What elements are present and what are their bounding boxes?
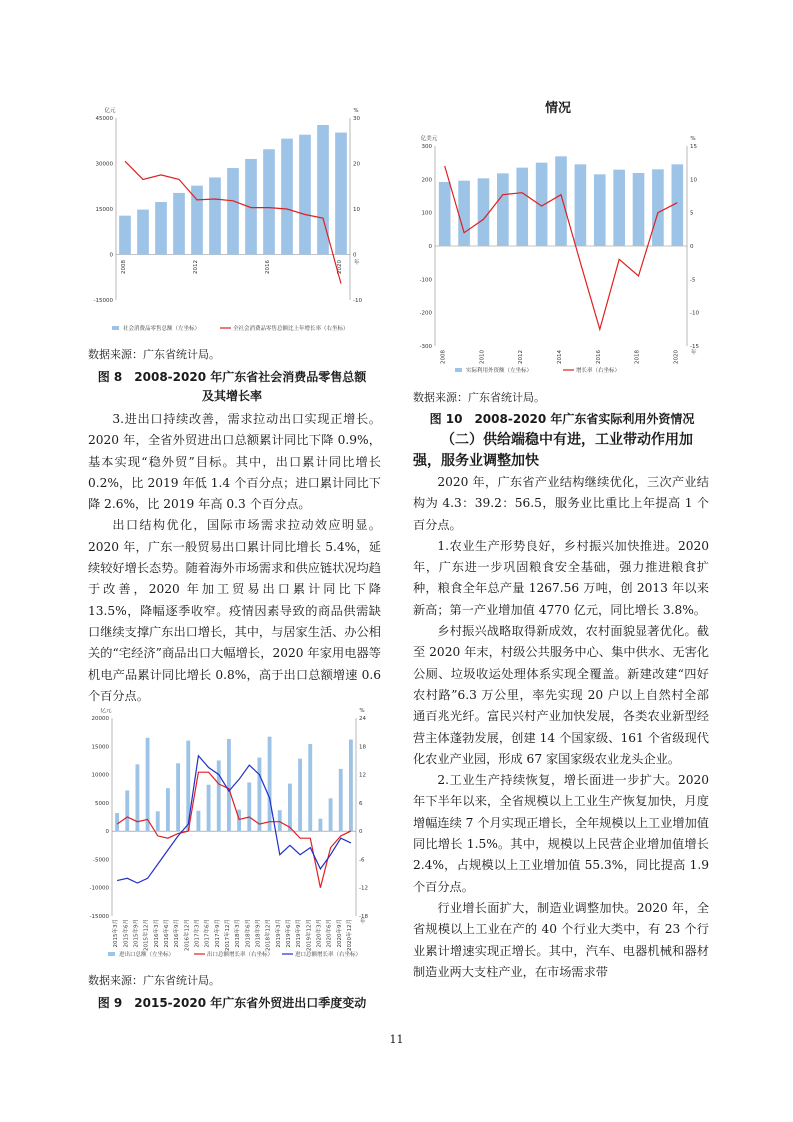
right-tick-label: 0 — [359, 829, 363, 836]
bar — [516, 168, 528, 246]
bar — [196, 811, 200, 831]
paragraph-export-structure: 出口结构优化，国际市场需求拉动效应明显。2020 年，广东一般贸易出口累计同比增长 5.4%，延续较好增长态势。随着海外市场需求和供应链状况均趋于改善，2020 年加工贸易出口累计同比下降 13.5%，降幅逐季收窄。疫情因素导致的商品供需缺口继续支撑广东出口增长，其中，与居家生活、办公相关的“宅经济”商品出口大幅增长，2020 年家用电器等机电产品累计同比增长 0.8%，高于出口总额增速 0.6 个百分点。 — [88, 518, 381, 703]
right-tick-label: -15 — [690, 344, 699, 350]
bar — [227, 168, 239, 254]
right-axis-unit: % — [359, 708, 365, 714]
bar — [166, 788, 170, 831]
left-tick-label: -100 — [419, 277, 432, 284]
x-tick-label: 2020 — [337, 260, 343, 274]
left-tick-label: 5000 — [95, 800, 109, 807]
x-tick-label: 2008 — [121, 260, 127, 274]
bar — [594, 174, 606, 246]
legend-label: 进出口总额（左坐标） — [119, 952, 175, 958]
bar — [652, 169, 664, 246]
bar — [308, 744, 312, 831]
x-tick-label: 2018年12月 — [265, 919, 272, 951]
bar — [227, 739, 231, 831]
bar — [339, 769, 343, 831]
x-tick-label: 2020年12月 — [346, 919, 353, 951]
right-tick-label: -5 — [690, 277, 696, 284]
bar — [146, 738, 150, 831]
x-tick-label: 2020年9月 — [336, 919, 343, 948]
x-tick-label: 2016 — [595, 350, 602, 364]
x-tick-label: 2018年9月 — [255, 919, 262, 948]
bar — [633, 173, 645, 246]
x-tick-label: 2015年12月 — [143, 919, 150, 951]
x-tick-label: 2008 — [440, 350, 447, 364]
bar — [458, 181, 470, 246]
right-tick-label: 30 — [353, 116, 360, 122]
bar — [217, 760, 221, 831]
right-tick-label: 18 — [359, 744, 366, 751]
left-body-text — [88, 409, 381, 707]
bar — [115, 813, 119, 831]
bar — [125, 790, 129, 831]
fig10-svg — [413, 124, 713, 379]
x-axis-suffix: 年 — [360, 919, 366, 925]
bar — [298, 759, 302, 831]
left-tick-label: 0 — [109, 252, 113, 259]
bar — [439, 182, 451, 246]
left-tick-label: -200 — [419, 310, 432, 317]
left-tick-label: 300 — [421, 144, 432, 150]
fig9-caption: 图 9 2015-2020 年广东省外贸进出口季度变动 — [97, 996, 367, 1010]
bar — [156, 811, 160, 831]
fig10-source: 数据来源：广东省统计局。 — [413, 391, 545, 404]
right-tick-label: -10 — [690, 310, 699, 317]
bar — [329, 798, 333, 831]
paragraph-exports: 3.进出口持续改善，需求拉动出口实现正增长。2020 年，全省外贸进出口总额累计同比下降 0.9%，基本实现“稳外贸”目标。其中，出口累计同比增长 0.2%，比 2019 年低 1.4 个百分点；进口累计同比下降 2.6%，比 2019 年高 0.3 个百分点。 — [88, 412, 381, 512]
bar — [207, 785, 211, 831]
x-tick-label: 2017年3月 — [194, 919, 201, 948]
bar — [281, 139, 293, 255]
bar — [119, 216, 131, 255]
paragraph-rural-revitalization: 乡村振兴战略取得新成效，农村面貌显著优化。截至 2020 年末，村级公共服务中心、集中供水、无害化公厕、垃圾收运处理体系实现全覆盖。新建改建“四好农村路”6.3 万公里，率先实现 20 户以上自然村全部通百兆光纤。富民兴村产业加快发展，各类农业新型经营主体蓬勃发展，创建 14 个国家级、161 个省级现代化农业产业园，形成 67 家国家级农业龙头企业。 — [413, 624, 709, 766]
legend-swatch — [455, 368, 462, 372]
right-tick-label: 10 — [690, 177, 697, 184]
bar — [536, 163, 548, 246]
bar — [209, 177, 221, 254]
section-heading: （二）供给端稳中有进，工业带动作用加强，服务业调整加快 — [413, 432, 693, 469]
right-tick-label: 15 — [690, 144, 697, 150]
right-tick-label: -10 — [353, 298, 362, 304]
x-tick-label: 2019年12月 — [306, 919, 313, 951]
x-tick-label: 2017年12月 — [224, 919, 231, 951]
bar — [245, 159, 257, 255]
left-axis-unit: 亿美元 — [420, 136, 438, 142]
bar — [237, 810, 241, 831]
bar — [247, 782, 251, 831]
fig10-title-continued: 情况 — [545, 101, 572, 116]
fig8-source: 数据来源：广东省统计局。 — [88, 348, 220, 361]
fig8-caption-line1: 图 8 2008-2020 年广东省社会消费品零售总额 — [97, 370, 367, 384]
right-tick-label: 5 — [690, 210, 694, 217]
right-body-text — [413, 472, 709, 983]
fig8-caption-line2: 及其增长率 — [201, 389, 262, 403]
left-tick-label: 20000 — [91, 716, 109, 722]
legend-label: 出口总额增长率（右坐标） — [207, 952, 274, 958]
x-tick-label: 2010 — [479, 350, 486, 364]
left-tick-label: -15000 — [93, 298, 113, 304]
x-tick-label: 2017年9月 — [214, 919, 221, 948]
left-tick-label: 45000 — [95, 116, 113, 122]
figure-10-chart — [413, 124, 713, 379]
right-tick-label: -6 — [359, 857, 365, 864]
right-tick-label: -12 — [359, 885, 368, 892]
x-tick-label: 2014 — [557, 350, 563, 364]
bar — [155, 202, 167, 254]
left-tick-label: 0 — [105, 829, 109, 836]
right-tick-label: 20 — [353, 161, 360, 168]
paragraph-agriculture: 1.农业生产形势良好，乡村振兴加快推进。2020 年，广东进一步巩固粮食安全基础，强力推进粮食扩种，粮食全年总产量 1267.56 万吨，创 2013 年以来新高；第一产业增加值 4770 亿元，同比增长 3.8%。 — [413, 538, 709, 617]
bar — [478, 178, 490, 246]
right-tick-label: -18 — [359, 914, 368, 920]
right-tick-label: 0 — [353, 252, 357, 259]
x-tick-label: 2015年3月 — [113, 919, 120, 948]
fig9-svg — [88, 708, 388, 958]
x-tick-label: 2018 — [634, 350, 641, 364]
left-tick-label: 200 — [421, 177, 432, 184]
bar — [318, 819, 322, 831]
bar — [263, 149, 275, 254]
legend-swatch — [112, 326, 119, 330]
x-axis-suffix: 年 — [354, 260, 360, 266]
series-line — [117, 772, 351, 888]
legend-label: 进口总额增长率（右坐标） — [295, 952, 362, 958]
left-axis-unit: 亿元 — [100, 708, 112, 714]
bar — [555, 156, 567, 246]
left-tick-label: 15000 — [95, 207, 113, 213]
bar — [173, 193, 185, 255]
bar — [257, 758, 261, 832]
x-tick-label: 2019年3月 — [275, 919, 282, 948]
left-tick-label: -5000 — [93, 857, 109, 864]
paragraph-manufacturing: 行业增长面扩大，制造业调整加快。2020 年，全省规模以上工业在产的 40 个行业大类中，有 23 个行业累计增速实现正增长。其中，汽车、电器机械和器材制造业两大支柱产业，在市场需求带 — [413, 900, 709, 979]
legend-label: 实际利用外资额（左坐标） — [466, 368, 533, 374]
x-tick-label: 2017年6月 — [204, 919, 211, 948]
left-tick-label: 10000 — [91, 772, 109, 779]
right-axis-unit: % — [690, 136, 696, 142]
x-tick-label: 2016年12月 — [184, 919, 191, 951]
bar — [497, 173, 509, 246]
x-tick-label: 2016年6月 — [163, 919, 170, 948]
bar — [335, 133, 347, 255]
legend-label: 增长率（右坐标） — [576, 368, 621, 374]
left-tick-label: 15000 — [91, 744, 109, 751]
right-tick-label: 10 — [353, 207, 360, 213]
x-tick-label: 2019年6月 — [285, 919, 292, 948]
left-axis-unit: 亿元 — [104, 108, 116, 114]
x-tick-label: 2015年6月 — [123, 919, 130, 948]
x-tick-label: 2020年3月 — [316, 919, 323, 948]
page-number: 11 — [389, 1033, 404, 1046]
left-tick-label: 0 — [428, 244, 432, 250]
left-tick-label: 100 — [421, 210, 432, 217]
left-tick-label: -10000 — [89, 885, 109, 892]
bar — [613, 170, 625, 246]
paragraph-industry-structure: 2020 年，广东省产业结构继续优化，三次产业结构为 4.3：39.2：56.5，服务业比重比上年提高 1 个百分点。 — [413, 475, 709, 532]
right-tick-label: 6 — [359, 800, 363, 807]
left-tick-label: 30000 — [95, 161, 113, 168]
x-tick-label: 2016年3月 — [153, 919, 160, 948]
bar — [575, 164, 587, 246]
x-tick-label: 2020 — [673, 350, 680, 364]
right-tick-label: 0 — [690, 244, 694, 250]
bar — [268, 737, 272, 831]
x-tick-label: 2016年9月 — [174, 919, 181, 948]
bar — [278, 810, 282, 831]
bar — [176, 763, 180, 831]
bar — [137, 210, 149, 255]
x-tick-label: 2018年6月 — [245, 919, 252, 948]
fig8-svg — [88, 100, 388, 340]
figure-8-chart — [88, 100, 388, 340]
x-tick-label: 2019年9月 — [296, 919, 303, 948]
left-tick-label: -300 — [419, 344, 432, 350]
x-tick-label: 2018年3月 — [235, 919, 242, 948]
x-tick-label: 2012 — [193, 260, 199, 274]
legend-swatch — [108, 952, 115, 956]
left-tick-label: -15000 — [89, 914, 109, 920]
x-tick-label: 2012 — [518, 350, 525, 364]
figure-9-chart — [88, 708, 388, 958]
bar — [349, 739, 353, 831]
x-tick-label: 2020年6月 — [326, 919, 333, 948]
legend-label: 全社会消费品零售总额比上年增长率（右坐标） — [233, 326, 349, 332]
x-tick-label: 2016 — [265, 260, 271, 274]
x-axis-suffix: 年 — [691, 350, 697, 356]
right-tick-label: 12 — [359, 772, 366, 779]
right-axis-unit: % — [353, 108, 359, 114]
legend-label: 社会消费品零售总额（左坐标） — [123, 326, 201, 332]
bar — [288, 784, 292, 832]
fig9-source: 数据来源：广东省统计局。 — [88, 974, 220, 987]
paragraph-industry: 2.工业生产持续恢复，增长面进一步扩大。2020 年下半年以来，全省规模以上工业生产恢复加快，月度增幅连续 7 个月实现正增长，全年规模以上工业增加值同比增长 1.5%。其中，规模以上民营企业增加值增长 2.4%，占规模以上工业增加值 55.3%，同比提高 1.9 个百分点。 — [413, 773, 709, 894]
right-tick-label: 24 — [359, 716, 366, 722]
fig10-caption: 图 10 2008-2020 年广东省实际利用外资情况 — [429, 412, 695, 426]
x-tick-label: 2015年9月 — [133, 919, 140, 948]
bar — [299, 135, 311, 255]
